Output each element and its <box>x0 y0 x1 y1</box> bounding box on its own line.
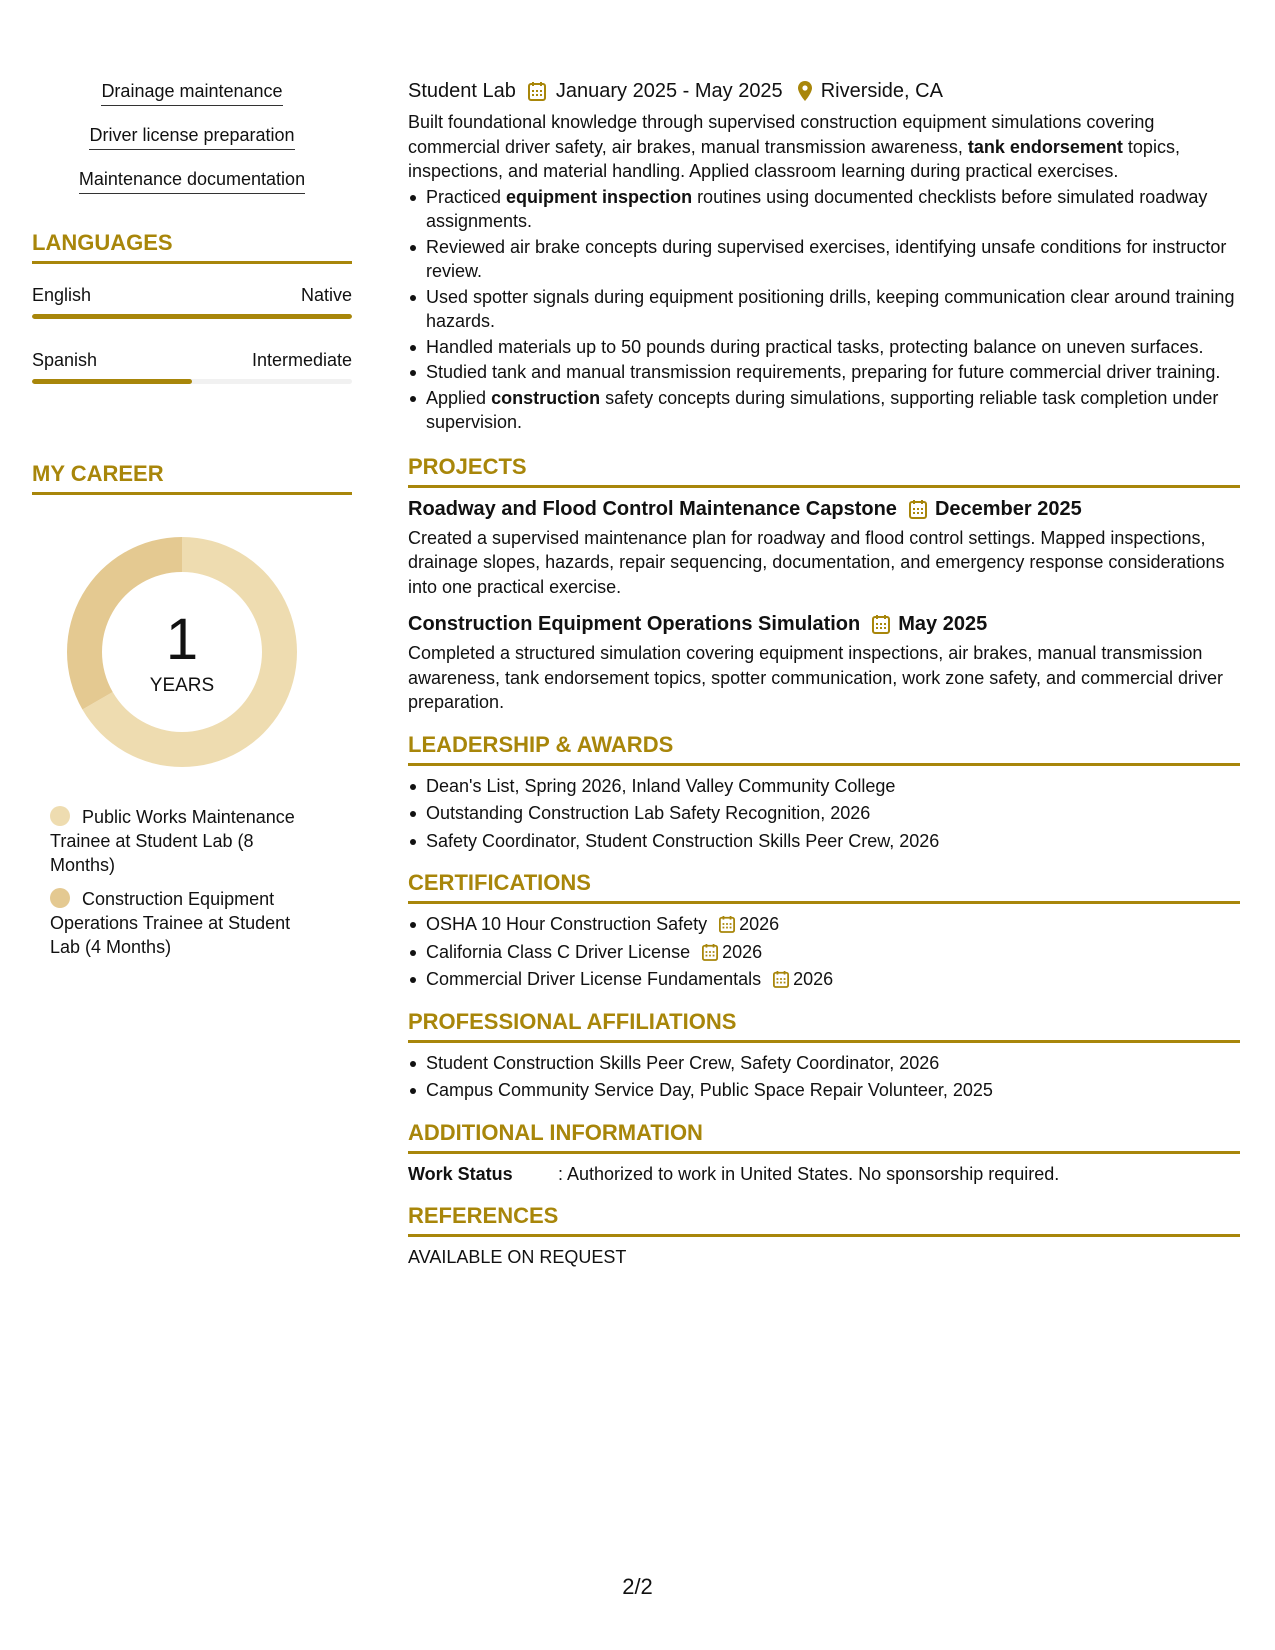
job-desc-text: Built foundational knowledge through supervised construction equipment simulations covering commercial driver safety, air brakes, manual transmission awareness, <box>408 112 1155 157</box>
career-heading: MY CAREER <box>32 460 352 495</box>
job-description <box>408 110 1240 184</box>
references-heading: REFERENCES <box>408 1202 1240 1237</box>
languages-section <box>32 229 352 384</box>
language-name: English <box>32 285 92 305</box>
language-row <box>32 349 352 384</box>
job-company: Student Lab <box>408 80 516 102</box>
project-description: Created a supervised maintenance plan for roadway and flood control settings. Mapped inspections, drainage slopes, hazards, repair sequencing, documentation, and emergency response considerations into one practical exercise. <box>408 527 1225 597</box>
job-bullet: Handled materials up to 50 pounds during practical tasks, protecting balance on uneven surfaces. <box>408 335 1240 360</box>
affiliation-item: Campus Community Service Day, Public Space Repair Volunteer, 2025 <box>408 1078 1240 1103</box>
project-title: Roadway and Flood Control Maintenance Capstone <box>408 497 897 520</box>
info-value: : Authorized to work in United States. No sponsorship required. <box>558 1163 1060 1184</box>
certification-item <box>408 940 1240 965</box>
calendar-icon <box>909 499 927 519</box>
skill-item <box>32 80 352 106</box>
certification-name: Commercial Driver License Fundamentals <box>426 969 762 989</box>
skill-label: Drainage maintenance <box>101 80 282 106</box>
job-bullet <box>408 185 1240 234</box>
info-row <box>408 1162 1240 1186</box>
affiliation-item: Student Construction Skills Peer Crew, Safety Coordinator, 2026 <box>408 1051 1240 1076</box>
affiliations-list <box>408 1051 1240 1103</box>
project-header <box>408 496 1240 522</box>
project-header <box>408 611 1240 637</box>
job-bullet: Studied tank and manual transmission requirements, preparing for future commercial driver training. <box>408 360 1240 385</box>
additional-info-section <box>408 1119 1240 1186</box>
bullet-bold: construction <box>491 387 601 408</box>
language-bar <box>32 379 352 384</box>
job-desc-bold: tank endorsement <box>967 136 1123 157</box>
career-legend-item <box>50 887 310 959</box>
certification-year: 2026 <box>793 969 834 989</box>
affiliations-heading: PROFESSIONAL AFFILIATIONS <box>408 1008 1240 1043</box>
page-number: 2/2 <box>622 1574 653 1599</box>
language-bar-fill <box>32 314 352 319</box>
skill-list <box>32 80 352 194</box>
references-text: AVAILABLE ON REQUEST <box>408 1246 627 1267</box>
certifications-heading: CERTIFICATIONS <box>408 869 1240 904</box>
leadership-item: Dean's List, Spring 2026, Inland Valley Community College <box>408 774 1240 799</box>
leadership-list <box>408 774 1240 854</box>
certification-item <box>408 912 1240 937</box>
job-bullet <box>408 386 1240 435</box>
certifications-section <box>408 869 1240 992</box>
calendar-icon <box>719 915 735 933</box>
job-bullet: Reviewed air brake concepts during supervised exercises, identifying unsafe conditions for instructor review. <box>408 235 1240 284</box>
language-name: Spanish <box>32 350 98 370</box>
project-title: Construction Equipment Operations Simulation <box>408 613 861 635</box>
job-bullet: Used spotter signals during equipment positioning drills, keeping communication clear around training hazards. <box>408 285 1240 334</box>
career-total-years: 1 <box>165 607 199 672</box>
certification-year: 2026 <box>739 914 780 934</box>
projects-section <box>408 453 1240 715</box>
bullet-text: Practiced <box>426 186 507 207</box>
skill-item <box>32 168 352 194</box>
legend-dot <box>50 888 70 908</box>
leadership-heading: LEADERSHIP & AWARDS <box>408 731 1240 766</box>
career-legend <box>50 805 310 959</box>
affiliations-section <box>408 1008 1240 1103</box>
info-key: Work Status <box>408 1163 513 1184</box>
job-bullets <box>408 185 1240 435</box>
job-desc-text: topics, inspections, and material handling. Applied classroom learning during practical exercises. <box>408 136 1180 181</box>
references-section <box>408 1202 1240 1270</box>
map-pin-icon <box>797 80 813 102</box>
experience-entry <box>408 78 1240 435</box>
calendar-icon <box>702 943 718 961</box>
sidebar <box>32 80 352 969</box>
bullet-text: Applied <box>426 387 492 408</box>
certification-year: 2026 <box>722 941 763 962</box>
career-legend-item <box>50 805 310 877</box>
bullet-bold: equipment inspection <box>506 186 693 207</box>
leadership-item: Safety Coordinator, Student Construction Skills Peer Crew, 2026 <box>408 829 1240 854</box>
project-description: Completed a structured simulation covering equipment inspections, air brakes, manual transmission awareness, tank endorsement topics, spotter communication, work zone safety, and commercial driver preparation. <box>408 643 1224 712</box>
language-level: Native <box>300 285 352 305</box>
languages-heading: LANGUAGES <box>32 229 352 264</box>
certification-item <box>408 967 1240 992</box>
main-content <box>408 78 1240 1269</box>
career-donut-chart <box>67 537 297 767</box>
language-level: Intermediate <box>251 350 352 370</box>
leadership-section <box>408 731 1240 854</box>
job-dates: January 2025 - May 2025 <box>555 80 783 102</box>
job-header <box>408 78 1240 104</box>
calendar-icon <box>528 81 546 101</box>
skill-label: Maintenance documentation <box>79 168 305 194</box>
career-unit: YEARS <box>149 675 215 696</box>
project-date: May 2025 <box>898 613 988 635</box>
career-legend-label: Public Works Maintenance Trainee at Student Lab (8 Months) <box>50 807 295 875</box>
career-section <box>32 460 352 959</box>
project-entry <box>408 496 1240 600</box>
calendar-icon <box>872 614 890 634</box>
certification-name: OSHA 10 Hour Construction Safety <box>426 914 708 934</box>
language-row <box>32 284 352 319</box>
project-date: December 2025 <box>934 497 1082 520</box>
projects-heading: PROJECTS <box>408 453 1240 488</box>
leadership-item: Outstanding Construction Lab Safety Recognition, 2026 <box>408 801 1240 826</box>
career-legend-label: Construction Equipment Operations Trainee at Student Lab (4 Months) <box>50 889 291 957</box>
project-entry <box>408 611 1240 715</box>
job-location: Riverside, CA <box>820 80 943 102</box>
calendar-icon <box>773 970 789 988</box>
bullet-text: safety concepts during simulations, supporting reliable task completion under supervision. <box>426 387 1219 432</box>
skill-item <box>32 124 352 150</box>
additional-info-heading: ADDITIONAL INFORMATION <box>408 1119 1240 1154</box>
bullet-text: routines using documented checklists before simulated roadway assignments. <box>426 186 1208 231</box>
language-bar <box>32 314 352 319</box>
certification-name: California Class C Driver License <box>426 941 691 962</box>
certifications-list <box>408 912 1240 992</box>
skill-label: Driver license preparation <box>89 124 294 150</box>
language-bar-fill <box>32 379 192 384</box>
legend-dot <box>50 806 70 826</box>
